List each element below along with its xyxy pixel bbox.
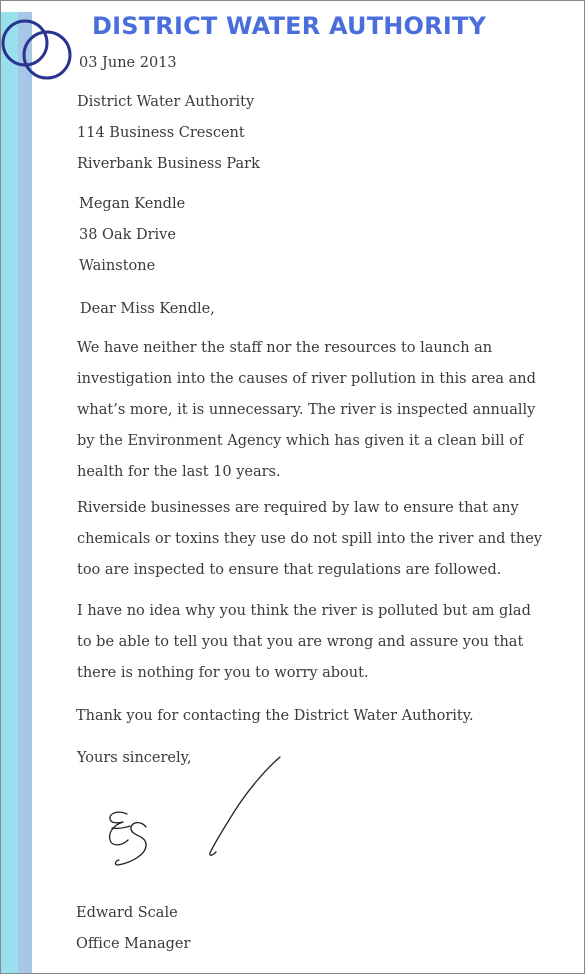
paragraph-line: by the Environment Agency which has given it a clean bill of — [77, 433, 524, 449]
paragraph-line: what’s more, it is unnecessary. The river is inspected annually — [77, 402, 536, 418]
paragraph-line: there is nothing for you to worry about. — [77, 665, 369, 681]
recipient-address-line: Megan Kendle — [79, 196, 186, 212]
margin-stripe-light — [1, 12, 18, 973]
paragraph-line: I have no idea why you think the river is polluted but am glad — [77, 603, 531, 619]
organization-title: DISTRICT WATER AUTHORITY — [92, 12, 487, 40]
sender-address-line: 114 Business Crescent — [77, 125, 245, 141]
paragraph-line: We have neither the staff nor the resources to launch an — [77, 340, 493, 356]
paragraph-line: investigation into the causes of river pollution in this area and — [77, 371, 536, 387]
letter-date: 03 June 2013 — [79, 55, 177, 71]
body-paragraph — [77, 596, 531, 689]
paragraph-line: too are inspected to ensure that regulations are followed. — [77, 562, 502, 578]
margin-stripe-dark — [18, 12, 32, 973]
signatory-title: Office Manager — [76, 936, 191, 952]
paragraph-line: health for the last 10 years. — [77, 464, 281, 480]
paragraph-line: Riverside businesses are required by law to ensure that any — [77, 500, 519, 516]
thanks-line: Thank you for contacting the District Water Authority. — [76, 708, 474, 724]
paragraph-line: chemicals or toxins they use do not spill into the river and they — [77, 531, 542, 547]
signatory-name: Edward Scale — [76, 905, 178, 921]
recipient-address-line: Wainstone — [79, 258, 156, 274]
handwritten-signature — [100, 752, 290, 870]
salutation: Dear Miss Kendle, — [80, 301, 215, 317]
interlocking-rings-logo — [0, 10, 80, 82]
body-paragraph — [77, 493, 542, 586]
sender-address-line: Riverbank Business Park — [77, 156, 260, 172]
closing: Yours sincerely, — [77, 750, 192, 766]
body-paragraph — [77, 333, 536, 488]
sender-address-line: District Water Authority — [77, 94, 255, 110]
paragraph-line: to be able to tell you that you are wrong and assure you that — [77, 634, 524, 650]
recipient-address-line: 38 Oak Drive — [79, 227, 176, 243]
